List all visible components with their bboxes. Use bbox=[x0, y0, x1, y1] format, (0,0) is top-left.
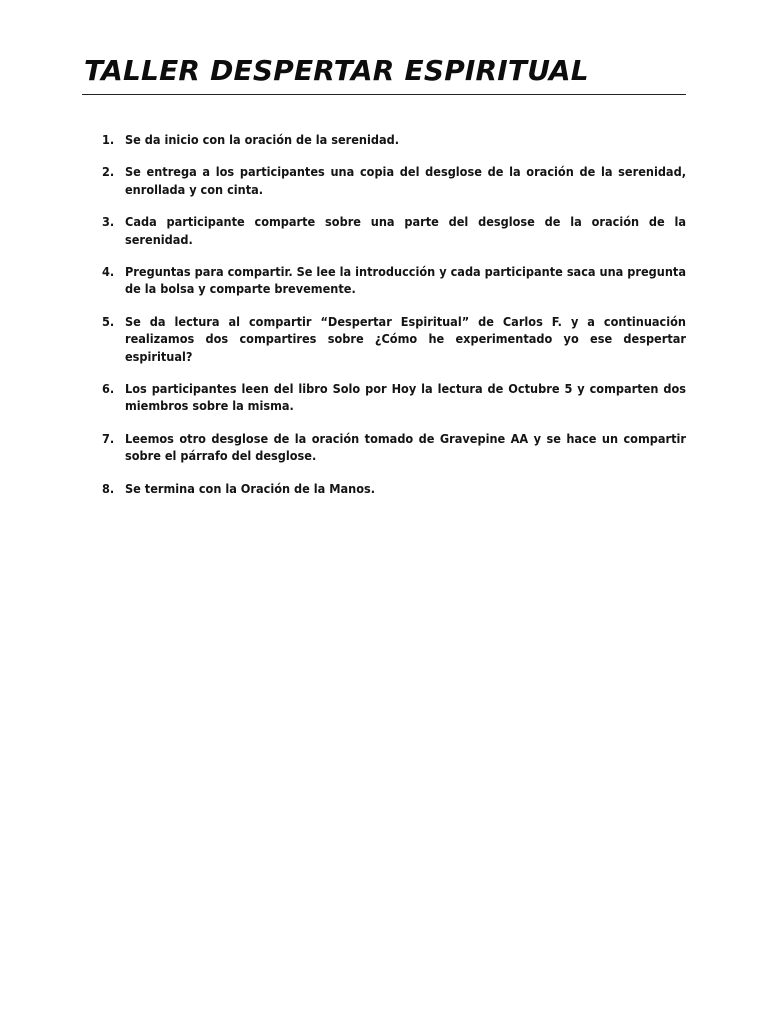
title-underline bbox=[82, 94, 686, 95]
list-item-text: Preguntas para compartir. Se lee la introducción y cada participante saca una pregunta de la bolsa y comparte brevemente. bbox=[125, 264, 686, 297]
list-item-text: Se termina con la Oración de la Manos. bbox=[125, 480, 376, 496]
list-item-number: 5. bbox=[102, 313, 115, 329]
list-item-number: 3. bbox=[102, 214, 115, 230]
list-item bbox=[102, 131, 686, 148]
list-item-text: Se entrega a los participantes una copia del desglose de la oración de la serenidad, enrollada y con cinta. bbox=[125, 164, 686, 197]
list-item-text: Los participantes leen del libro Solo por Hoy la lectura de Octubre 5 y comparten dos miembros sobre la misma. bbox=[125, 381, 686, 414]
list-item-number: 2. bbox=[102, 164, 115, 180]
list-item bbox=[102, 213, 686, 248]
page-title: TALLER DESPERTAR ESPIRITUAL bbox=[84, 54, 589, 87]
list-item-text: Leemos otro desglose de la oración tomado de Gravepine AA y se hace un compartir sobre el párrafo del desglose. bbox=[125, 430, 686, 464]
list-item-number: 8. bbox=[102, 480, 115, 496]
list-item bbox=[102, 380, 686, 415]
list-item-number: 7. bbox=[102, 430, 115, 446]
list-item bbox=[102, 430, 686, 465]
list-item-text: Se da inicio con la oración de la serenidad. bbox=[125, 132, 400, 147]
list-item bbox=[102, 163, 686, 198]
list-item-number: 4. bbox=[102, 264, 115, 280]
steps-list bbox=[102, 131, 686, 512]
list-item bbox=[102, 480, 686, 497]
list-item bbox=[102, 263, 686, 298]
list-item-number: 6. bbox=[102, 381, 115, 397]
list-item-text: Cada participante comparte sobre una parte del desglose de la oración de la serenidad. bbox=[125, 214, 686, 247]
list-item-text: Se da lectura al compartir “Despertar Espiritual” de Carlos F. y a continuación realizamos dos compartires sobre ¿Cómo he experimentado yo ese despertar espiritual? bbox=[125, 313, 686, 364]
list-item-number: 1. bbox=[102, 132, 115, 147]
list-item bbox=[102, 313, 686, 365]
